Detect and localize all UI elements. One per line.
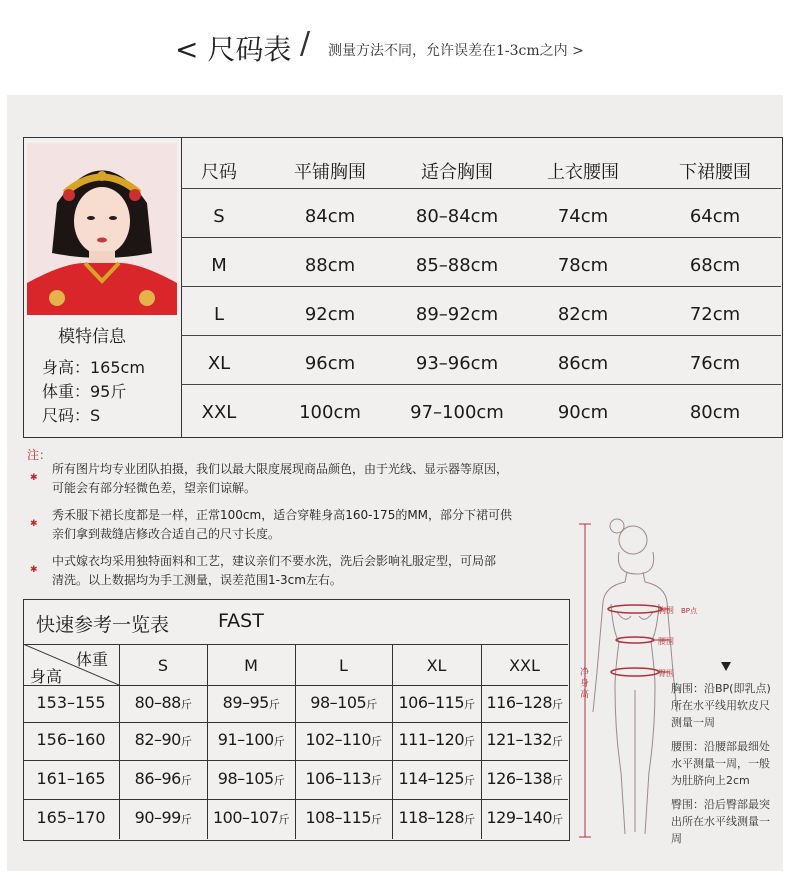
quick-size-header: XXL <box>509 656 540 675</box>
size-table-header: 适合胸围 <box>421 162 493 183</box>
size-table-header: 下裙腰围 <box>679 162 751 183</box>
size-table-row-line <box>181 237 781 238</box>
weight-value: 129–140 <box>486 808 553 827</box>
size-value: 84cm <box>304 206 356 227</box>
weight-value: 121–132 <box>486 730 553 749</box>
weight-value: 100–107 <box>212 808 279 827</box>
model-info-title: 模特信息 <box>58 327 126 347</box>
weight-range <box>119 808 207 827</box>
size-value: 80cm <box>689 402 741 423</box>
size-value: 82cm <box>557 304 609 325</box>
weight-unit: 斤 <box>464 813 475 826</box>
weight-unit: 斤 <box>180 813 192 826</box>
weight-range <box>295 769 392 788</box>
weight-value: 90–99 <box>134 808 181 827</box>
size-label: S <box>213 206 225 227</box>
weight-unit: 斤 <box>552 697 563 711</box>
note-line: 中式嫁衣均采用独特面料和工艺，建议亲们不要水洗，洗后会影响礼服定型，可局部 <box>52 554 497 568</box>
weight-range <box>481 769 568 788</box>
weight-range <box>207 769 295 788</box>
size-value: 76cm <box>689 353 741 374</box>
weight-unit: 斤 <box>371 813 382 826</box>
weight-value: 126–138 <box>486 768 553 788</box>
weight-unit: 斤 <box>278 813 290 826</box>
size-value: 80–84cm <box>415 206 499 227</box>
weight-range <box>207 808 295 827</box>
weight-value: 98–105 <box>310 692 367 712</box>
measurement-desc-line: 水平测量一周，一般 <box>671 757 770 770</box>
note-line: 亲们拿到裁缝店修改合适自己的尺寸长度。 <box>52 527 281 541</box>
weight-unit: 斤 <box>366 697 377 711</box>
weight-value: 80–88 <box>134 692 181 712</box>
size-label: L <box>213 304 225 325</box>
size-value: 90cm <box>557 402 609 423</box>
size-table-row-line <box>181 335 781 336</box>
weight-range <box>295 808 392 827</box>
weight-value: 102–110 <box>305 730 372 749</box>
measurement-figure <box>575 512 785 842</box>
weight-range <box>392 808 481 827</box>
size-value: 68cm <box>689 255 741 276</box>
model-portrait-image <box>27 143 177 315</box>
size-value: 92cm <box>304 304 356 325</box>
weight-range <box>295 693 392 712</box>
quick-size-header: S <box>157 656 169 675</box>
quick-size-header: L <box>339 656 348 675</box>
weight-unit: 斤 <box>371 735 382 748</box>
weight-value: 98–105 <box>217 768 274 788</box>
weight-unit: 斤 <box>273 773 285 787</box>
weight-unit: 斤 <box>268 697 280 711</box>
notes-label: 注： <box>27 448 52 462</box>
height-range: 156–160 <box>36 730 106 749</box>
weight-value: 106–115 <box>398 692 465 712</box>
size-value: 74cm <box>557 206 609 227</box>
size-table-header: 尺码 <box>201 162 237 183</box>
title-divider: / <box>300 26 311 61</box>
note-line: 可能会有部分轻微色差，望亲们谅解。 <box>52 481 257 495</box>
weight-unit: 斤 <box>180 773 192 787</box>
measurement-desc-line: 臀围：沿后臀部最突 <box>671 798 770 811</box>
size-label: XL <box>207 353 231 374</box>
height-tag: 净身高 <box>580 668 590 700</box>
weight-range <box>392 693 481 712</box>
size-table-header: 上衣腰围 <box>547 162 619 183</box>
note-line: 清洗。以上数据均为手工测量，误差范围1-3cm左右。 <box>52 573 342 587</box>
page-title: < 尺码表 <box>175 33 292 66</box>
weight-unit: 斤 <box>464 735 475 748</box>
height-range: 165–170 <box>36 808 106 827</box>
model-height: 身高：165cm <box>42 358 145 377</box>
size-label: XXL <box>201 402 237 423</box>
measurement-desc-line: 腰围：沿腰部最细处 <box>671 740 770 753</box>
height-range: 153–155 <box>36 692 106 712</box>
note-bullet-icon: ✱ <box>30 519 38 529</box>
size-table-row-line <box>181 286 781 287</box>
measurement-desc-line: 为肚脐向上2cm <box>671 774 750 787</box>
quick-table-title: 快速参考一览表 <box>36 614 170 636</box>
height-range: 161–165 <box>36 768 106 788</box>
weight-unit: 斤 <box>180 697 192 711</box>
weight-unit: 斤 <box>552 735 563 748</box>
weight-range <box>119 730 207 749</box>
size-value: 97–100cm <box>410 402 504 423</box>
bp-tag: BP点 <box>681 607 698 615</box>
weight-range <box>207 730 295 749</box>
weight-value: 89–95 <box>222 692 269 712</box>
corner-height-label: 身高 <box>30 667 63 686</box>
weight-range <box>481 730 568 749</box>
hip-tag: 臀围 <box>658 669 674 678</box>
weight-range <box>119 769 207 788</box>
measurement-desc-line: 出所在水平线测量一 <box>671 815 770 828</box>
note-bullet-icon: ✱ <box>30 565 38 575</box>
measurement-desc-line: 测量一周 <box>671 716 715 729</box>
size-value: 78cm <box>557 255 609 276</box>
model-photo <box>27 143 177 315</box>
weight-range <box>392 730 481 749</box>
measurement-desc-line: 所在水平线用软皮尺 <box>671 699 770 712</box>
weight-value: 111–120 <box>398 730 465 749</box>
quick-size-header: M <box>244 656 258 675</box>
weight-value: 108–115 <box>305 808 372 827</box>
weight-unit: 斤 <box>464 773 475 787</box>
weight-range <box>481 693 568 712</box>
size-value: 72cm <box>689 304 741 325</box>
weight-value: 82–90 <box>134 730 181 749</box>
weight-value: 106–113 <box>305 768 372 788</box>
size-table-row-line <box>181 384 781 385</box>
quick-table-fast-label: FAST <box>218 610 264 632</box>
size-value: 88cm <box>304 255 356 276</box>
page-subtitle: 测量方法不同，允许误差在1-3cm之内 > <box>328 43 584 59</box>
weight-unit: 斤 <box>552 813 563 826</box>
weight-value: 116–128 <box>486 692 553 712</box>
waist-tag: 腰围 <box>658 637 674 646</box>
size-value: 64cm <box>689 206 741 227</box>
corner-weight-label: 体重 <box>76 650 109 669</box>
note-line: 所有图片均专业团队拍摄，我们以最大限度展现商品颜色，由于光线、显示器等原因， <box>52 462 509 476</box>
model-weight: 体重：95斤 <box>42 382 127 401</box>
size-value: 96cm <box>304 353 356 374</box>
measurement-desc-line: 周 <box>671 832 682 845</box>
size-label: M <box>211 255 227 276</box>
weight-range <box>392 769 481 788</box>
weight-value: 91–100 <box>217 730 274 749</box>
size-value: 100cm <box>299 402 361 423</box>
weight-unit: 斤 <box>180 735 192 748</box>
page-header <box>0 0 790 95</box>
weight-unit: 斤 <box>273 735 285 748</box>
size-value: 85–88cm <box>415 255 499 276</box>
model-size: 尺码：S <box>42 406 101 425</box>
weight-unit: 斤 <box>464 697 475 711</box>
weight-range <box>481 808 568 827</box>
size-value: 89–92cm <box>415 304 499 325</box>
size-table-row-line <box>181 188 781 189</box>
measurement-desc-line: 胸围：沿BP(即乳点) <box>671 682 771 695</box>
weight-value: 86–96 <box>134 768 181 788</box>
size-value: 93–96cm <box>415 353 499 374</box>
chest-tag: 胸围 <box>658 606 674 615</box>
size-value: 86cm <box>557 353 609 374</box>
body-outline-illustration <box>575 512 785 842</box>
weight-unit: 斤 <box>371 773 382 787</box>
size-table-header: 平铺胸围 <box>294 162 366 183</box>
weight-range <box>295 730 392 749</box>
quick-size-header: XL <box>426 656 447 675</box>
weight-unit: 斤 <box>552 773 563 787</box>
weight-value: 118–128 <box>398 808 465 827</box>
weight-value: 114–125 <box>398 768 465 788</box>
note-bullet-icon: ✱ <box>30 473 38 483</box>
weight-range <box>207 693 295 712</box>
note-line: 秀禾服下裙长度都是一样，正常100cm，适合穿鞋身高160-175的MM，部分下裙可供 <box>52 508 513 522</box>
weight-range <box>119 693 207 712</box>
